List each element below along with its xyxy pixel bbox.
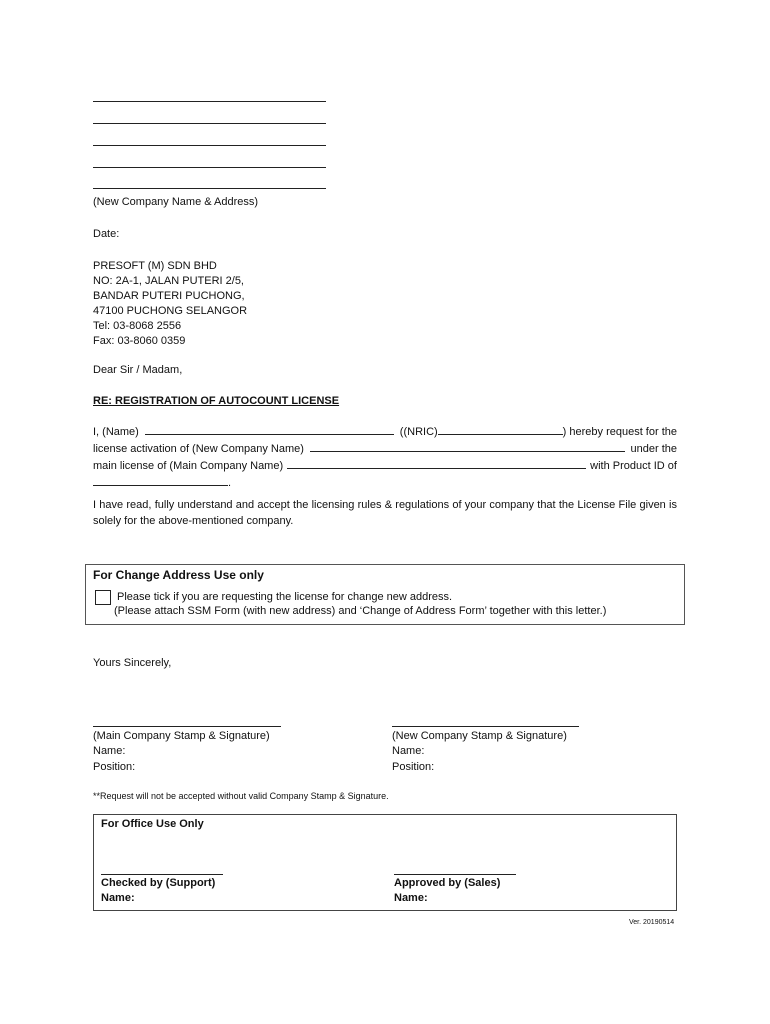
product-id-blank[interactable] xyxy=(93,474,228,486)
subject-line: RE: REGISTRATION OF AUTOCOUNT LICENSE xyxy=(93,395,340,407)
recipient-line1: NO: 2A-1, JALAN PUTERI 2/5, xyxy=(93,275,244,287)
new-signature-line[interactable] xyxy=(392,726,579,727)
request-text-under: under the xyxy=(630,443,677,455)
new-signature-position: Position: xyxy=(392,761,435,773)
office-use-title: For Office Use Only xyxy=(101,818,204,830)
acknowledgement-text: I have read, fully understand and accept the licensing rules & regulations of your company that the License File given is solely for the above-mentioned company. xyxy=(93,499,677,527)
nric-blank[interactable] xyxy=(438,423,563,435)
salutation: Dear Sir / Madam, xyxy=(93,364,183,376)
request-text-nric: ((NRIC) xyxy=(399,426,438,438)
recipient-fax: Fax: 03-8060 0359 xyxy=(93,335,186,347)
change-address-attach-text: (Please attach SSM Form (with new address) and ‘Change of Address Form’ together with this letter.) xyxy=(114,605,607,617)
address-line-4[interactable] xyxy=(93,167,326,168)
name-blank[interactable] xyxy=(145,423,394,435)
address-line-2[interactable] xyxy=(93,123,326,124)
office-use-box xyxy=(93,814,677,911)
checked-by-label: Checked by (Support) xyxy=(101,877,216,889)
main-company-blank[interactable] xyxy=(287,457,586,469)
recipient-line3: 47100 PUCHONG SELANGOR xyxy=(93,305,248,317)
request-text-period: . xyxy=(228,477,232,489)
request-text-new-company: license activation of (New Company Name) xyxy=(93,443,304,455)
version-label: Ver. 20190514 xyxy=(629,919,675,926)
main-signature-line[interactable] xyxy=(93,726,281,727)
new-company-blank[interactable] xyxy=(310,440,625,452)
main-signature-name: Name: xyxy=(93,745,126,757)
change-address-box xyxy=(85,564,685,625)
new-signature-name: Name: xyxy=(392,745,425,757)
main-signature-label: (Main Company Stamp & Signature) xyxy=(93,730,270,742)
validity-note: **Request will not be accepted without valid Company Stamp & Signature. xyxy=(93,791,389,801)
request-paragraph xyxy=(93,423,677,491)
approved-by-name: Name: xyxy=(394,892,428,904)
approved-by-label: Approved by (Sales) xyxy=(394,877,501,889)
main-signature-position: Position: xyxy=(93,761,136,773)
request-text-name: I, (Name) xyxy=(93,426,139,438)
change-address-checkbox[interactable] xyxy=(95,590,111,605)
request-text-main-company: main license of (Main Company Name) xyxy=(93,460,284,472)
closing: Yours Sincerely, xyxy=(93,657,172,669)
address-line-3[interactable] xyxy=(93,145,326,146)
address-caption: (New Company Name & Address) xyxy=(93,196,259,208)
request-text-product-id: with Product ID of xyxy=(590,460,677,472)
checked-by-name: Name: xyxy=(101,892,135,904)
recipient-name: PRESOFT (M) SDN BHD xyxy=(93,260,217,272)
checked-by-line[interactable] xyxy=(101,874,223,875)
request-text-hereby: ) hereby request for the xyxy=(562,426,677,438)
address-line-5[interactable] xyxy=(93,188,326,189)
recipient-line2: BANDAR PUTERI PUCHONG, xyxy=(93,290,245,302)
change-address-tick-text: Please tick if you are requesting the license for change new address. xyxy=(117,591,453,603)
recipient-tel: Tel: 03-8068 2556 xyxy=(93,320,182,332)
change-address-title: For Change Address Use only xyxy=(93,568,264,582)
address-line-1[interactable] xyxy=(93,101,326,102)
date-label: Date: xyxy=(93,228,120,240)
approved-by-line[interactable] xyxy=(394,874,516,875)
new-signature-label: (New Company Stamp & Signature) xyxy=(392,730,567,742)
